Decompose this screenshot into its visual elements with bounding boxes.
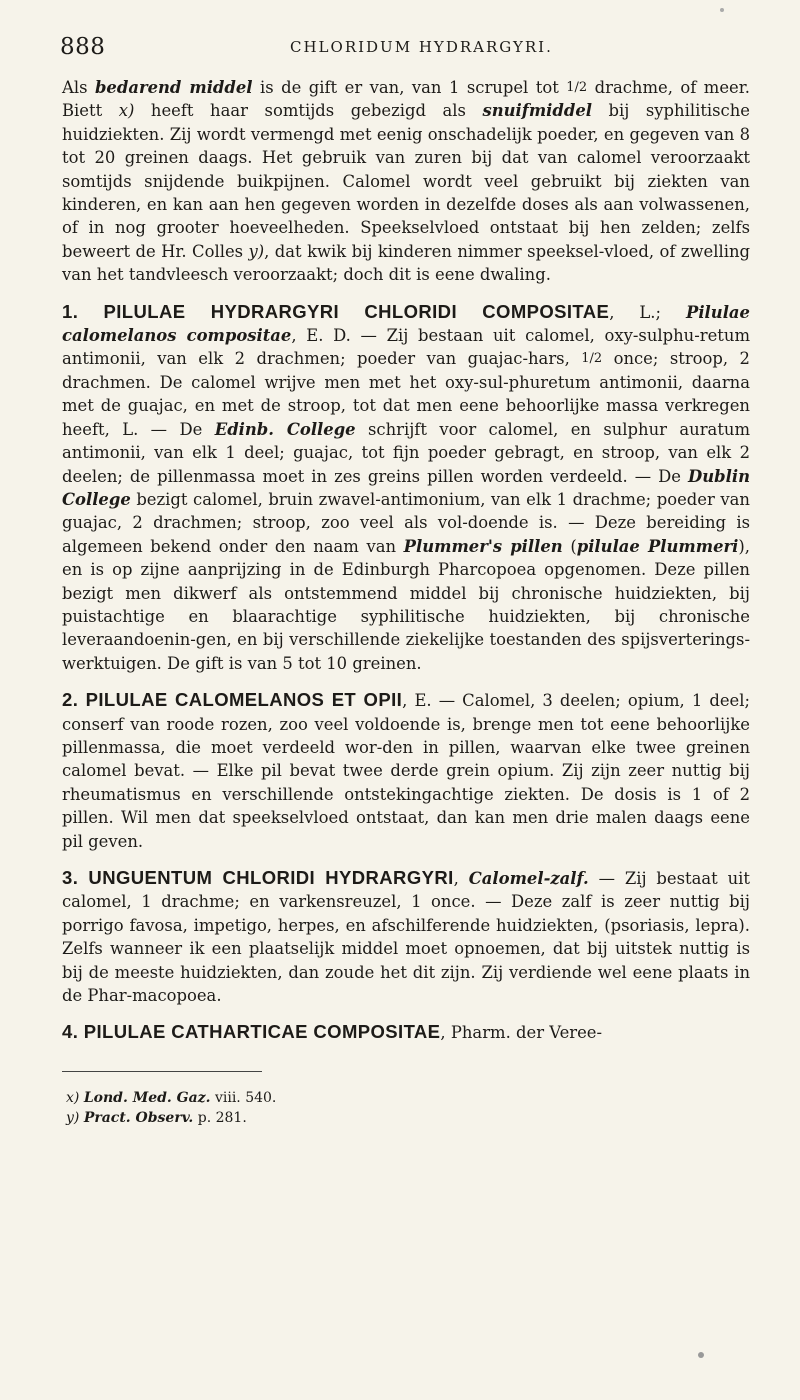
- intro-text: Als: [62, 78, 95, 97]
- preparation-name: pilulae Plummeri: [576, 536, 739, 556]
- footnote-mark: y): [66, 1109, 80, 1126]
- section-heading-suffix: ,: [453, 869, 459, 888]
- fraction: 1/2: [581, 351, 603, 367]
- preparation-name: Plummer's pillen: [403, 536, 563, 556]
- section-text: — Zij bestaat uit calomel, 1 drachme; en varkensreuzel, 1 once. — Deze zalf is zeer nuttig bij porrigo favosa, impetigo, herpes, en afschilferende huidziekten, (psoriasis, lepra). Zelfs wanneer ik een plaatselijk middel moet opnoemen, dat bij uitstek nuttig is bij de meeste huidziekten, dan zoude het dit zijn. Zij verdiende wel eene plaats in de Phar-macopoea.: [62, 869, 750, 1006]
- page-body: [62, 76, 750, 1045]
- section-2: [62, 688, 750, 853]
- emphasis-term: bedarend middel: [94, 78, 253, 97]
- section-text: , Pharm. der Veree-: [440, 1023, 603, 1043]
- footnote-ref: viii. 540.: [214, 1089, 277, 1106]
- section-4: [62, 1020, 750, 1044]
- section-text: ), en is op zijne aanprijzing in de Edinburgh Pharcopoea opgenomen. Deze pillen bezigt men dikwerf als ontstemmend middel bij chronische huidziekten, bij puistachtige en blaarachtige syphilitische huidziekten, bij chronische leveraandoenin-gen, en bij verschillende ziekelijke toestanden des spijsverterings-werktuigen. De gift is van 5 tot 10 greinen.: [62, 536, 750, 673]
- page-speck: [698, 1352, 704, 1358]
- page: [62, 30, 750, 1128]
- page-number: 888: [60, 34, 106, 60]
- section-text: , E. — Calomel, 3 deelen; opium, 1 deel; conserf van roode rozen, zoo veel voldoende is, brenge men tot eene behoorlijke pillenmassa, die moet verdeeld wor-den in pillen, waarvan elke twee greinen calomel bevat. — Elke pil bevat twee derde grein opium. Zij zijn zeer nuttig bij rheumatismus en verschillende ontstekingachtige ziekten. De dosis is 1 of 2 pillen. Wil men dat speekselvloed ontstaat, dan kan men drie malen daags eene pil geven.: [62, 691, 750, 851]
- footnote-mark: x): [66, 1089, 80, 1106]
- section-text: bezigt calomel, bruin zwavel-antimonium, van elk 1 drachme; poeder van guajac, 2 drachmen; stroop, zoo veel als vol-doende is. — Deze bereiding is algemeen bekend onder den naam van: [62, 489, 750, 556]
- footnote-source: Pract. Observ.: [83, 1109, 194, 1126]
- footnote-ref: p. 281.: [197, 1109, 247, 1126]
- section-1: [62, 300, 750, 676]
- fraction: 1/2: [566, 80, 588, 95]
- footnote-x: [66, 1088, 750, 1108]
- footnote-ref-y: y): [248, 241, 265, 261]
- footnote-divider: [62, 1071, 262, 1072]
- section-3: [62, 866, 750, 1007]
- alternate-name: Calomel-zalf.: [468, 869, 589, 888]
- footnote-source: Lond. Med. Gaz.: [83, 1089, 211, 1106]
- page-speck: [720, 8, 724, 12]
- institution-name: Dublin College: [62, 466, 750, 509]
- intro-text: , dat kwik bij kinderen nimmer speeksel-vloed, of zwelling van het tandvleesch veroorzaakt; doch dit is eene dwaling.: [62, 241, 750, 285]
- emphasis-term: snuifmiddel: [482, 101, 592, 121]
- intro-text: drachme, of meer. Biett: [62, 78, 750, 121]
- section-text: once; stroop, 2 drachmen. De calomel wrijve men met het oxy-sul-phuretum antimonii, daarna met de guajac, en met de stroop, tot dat men eene behoorlijke massa verkregen heeft, L. — De: [62, 349, 750, 439]
- section-heading: 3. UNGUENTUM CHLORIDI HYDRARGYRI: [62, 867, 454, 888]
- alternate-name: Pilulae calomelanos compositae: [62, 302, 750, 346]
- footnotes: [62, 1088, 750, 1128]
- footnote-y: [66, 1108, 750, 1128]
- section-heading: 1. PILULAE HYDRARGYRI CHLORIDI COMPOSITAE: [62, 300, 610, 322]
- section-heading: 2. PILULAE CALOMELANOS ET OPII: [62, 689, 403, 711]
- running-title: CHLORIDUM HYDRARGYRI.: [290, 38, 553, 56]
- intro-paragraph: [62, 76, 750, 287]
- intro-text: bij syphilitische huidziekten. Zij wordt vermengd met eenig onschadelijk poeder, en gegeven van 8 tot 20 greinen daags. Het gebruik van zuren bij dat van calomel veroorzaakt somtijds snijdende buikpijnen. Calomel wordt veel gebruikt bij ziekten van kinderen, en kan aan hen gegeven worden in dezelfde doses als aan volwassenen, of in nog grooter hoeveelheden. Speekselvloed ontstaat bij hen zelden; zelfs beweert de Hr. Colles: [62, 101, 750, 261]
- section-heading: 4. PILULAE CATHARTICAE COMPOSITAE: [62, 1021, 441, 1043]
- section-heading-suffix: , L.;: [609, 302, 662, 322]
- section-text: , E. D. — Zij bestaan uit calomel, oxy-sulphu-retum antimonii, van elk 2 drachmen; poeder van guajac-hars,: [62, 326, 750, 369]
- intro-text: is de gift er van, van 1 scrupel tot: [252, 78, 567, 97]
- institution-name: Edinb. College: [214, 419, 356, 439]
- footnote-ref-x: x): [118, 101, 135, 121]
- section-text: schrijft voor calomel, en sulphur auratum antimonii, van elk 1 deel; guajac, tot fijn poeder gebragt, en stroop, van elk 2 deelen; de pillenmassa moet in zes greins pillen worden verdeeld. — De: [62, 419, 751, 486]
- page-header: [62, 30, 750, 66]
- intro-text: heeft haar somtijds gebezigd als: [134, 101, 483, 121]
- section-text: (: [562, 536, 577, 556]
